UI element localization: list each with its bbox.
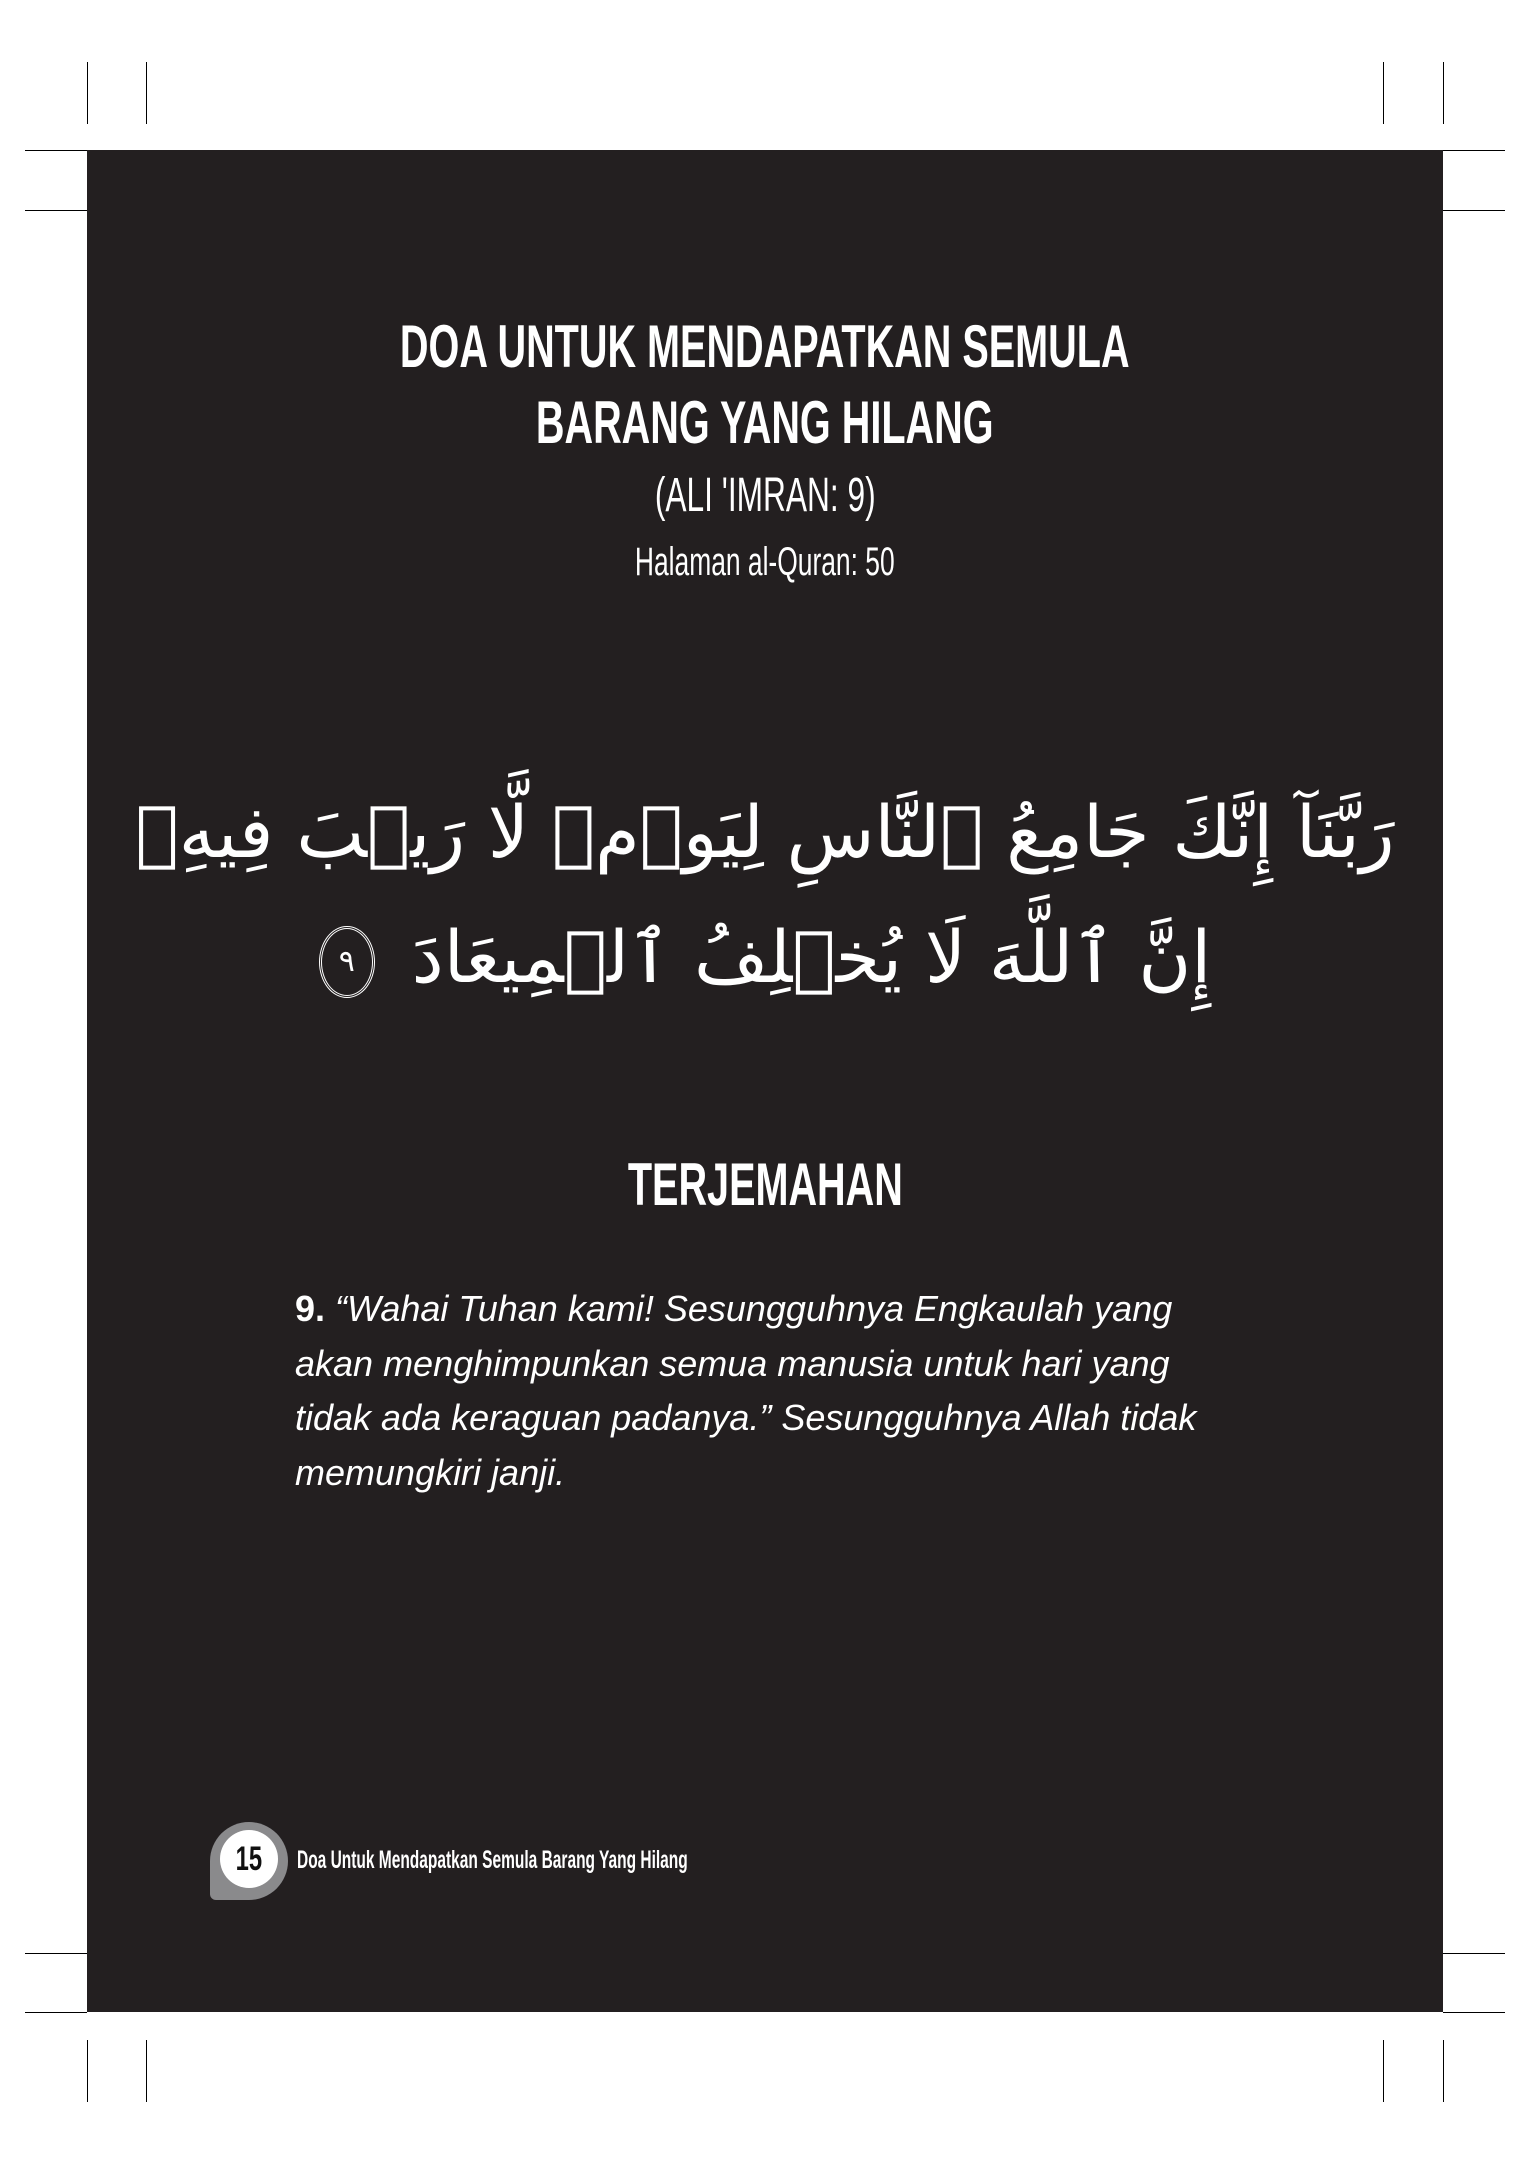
surah-reference: (ALI 'IMRAN: 9) xyxy=(654,469,876,522)
quran-page-wrap xyxy=(87,540,1443,585)
reference-wrap xyxy=(87,468,1443,523)
crop-mark xyxy=(25,150,87,151)
crop-mark xyxy=(87,62,88,124)
title-line-1-wrap xyxy=(87,312,1443,381)
crop-mark xyxy=(25,1953,87,1954)
crop-mark xyxy=(25,210,87,211)
crop-mark xyxy=(1443,150,1505,151)
translation-heading: TERJEMAHAN xyxy=(627,1151,903,1218)
crop-mark xyxy=(146,62,147,124)
quran-page: Halaman al-Quran: 50 xyxy=(635,540,895,584)
crop-mark xyxy=(87,2040,88,2102)
page-title-line-2: BARANG YANG HILANG xyxy=(536,389,994,456)
running-title: Doa Untuk Mendapatkan Semula Barang Yang Hilang xyxy=(297,1846,688,1874)
arabic-line-1: رَبَّنَآ إِنَّكَ جَامِعُ ٱلنَّاسِ لِيَوۡمٖ لَّا رَيۡبَ فِيهِۚ xyxy=(135,790,1395,874)
crop-mark xyxy=(1383,62,1384,124)
translation-heading-wrap xyxy=(87,1150,1443,1219)
crop-mark xyxy=(1443,2040,1444,2102)
arabic-line-2: إِنَّ ٱللَّهَ لَا يُخۡلِفُ ٱلۡمِيعَادَ xyxy=(411,915,1212,999)
crop-mark xyxy=(1443,1953,1505,1954)
crop-mark xyxy=(1443,62,1444,124)
title-line-2-wrap xyxy=(87,388,1443,457)
crop-mark xyxy=(25,2012,87,2013)
arabic-line-2-wrap xyxy=(87,915,1443,999)
page-number: 15 xyxy=(235,1840,263,1878)
page-number-badge xyxy=(210,1822,288,1900)
page-title: DOA UNTUK MENDAPATKAN SEMULA xyxy=(400,313,1130,380)
translation-text: “Wahai Tuhan kami! Sesungguhnya Engkaulah yang akan menghimpunkan semua manusia untuk hari yang tidak ada keraguan padanya.” Sesungguhnya Allah tidak memungkiri janji. xyxy=(295,1288,1197,1493)
translation-paragraph xyxy=(295,1282,1255,1500)
crop-mark xyxy=(1443,210,1505,211)
ayah-number-icon: ٩ xyxy=(319,926,375,998)
crop-mark xyxy=(1443,2012,1505,2013)
verse-number: 9. xyxy=(295,1288,326,1329)
crop-mark xyxy=(146,2040,147,2102)
crop-mark xyxy=(1383,2040,1384,2102)
page xyxy=(87,150,1443,2012)
